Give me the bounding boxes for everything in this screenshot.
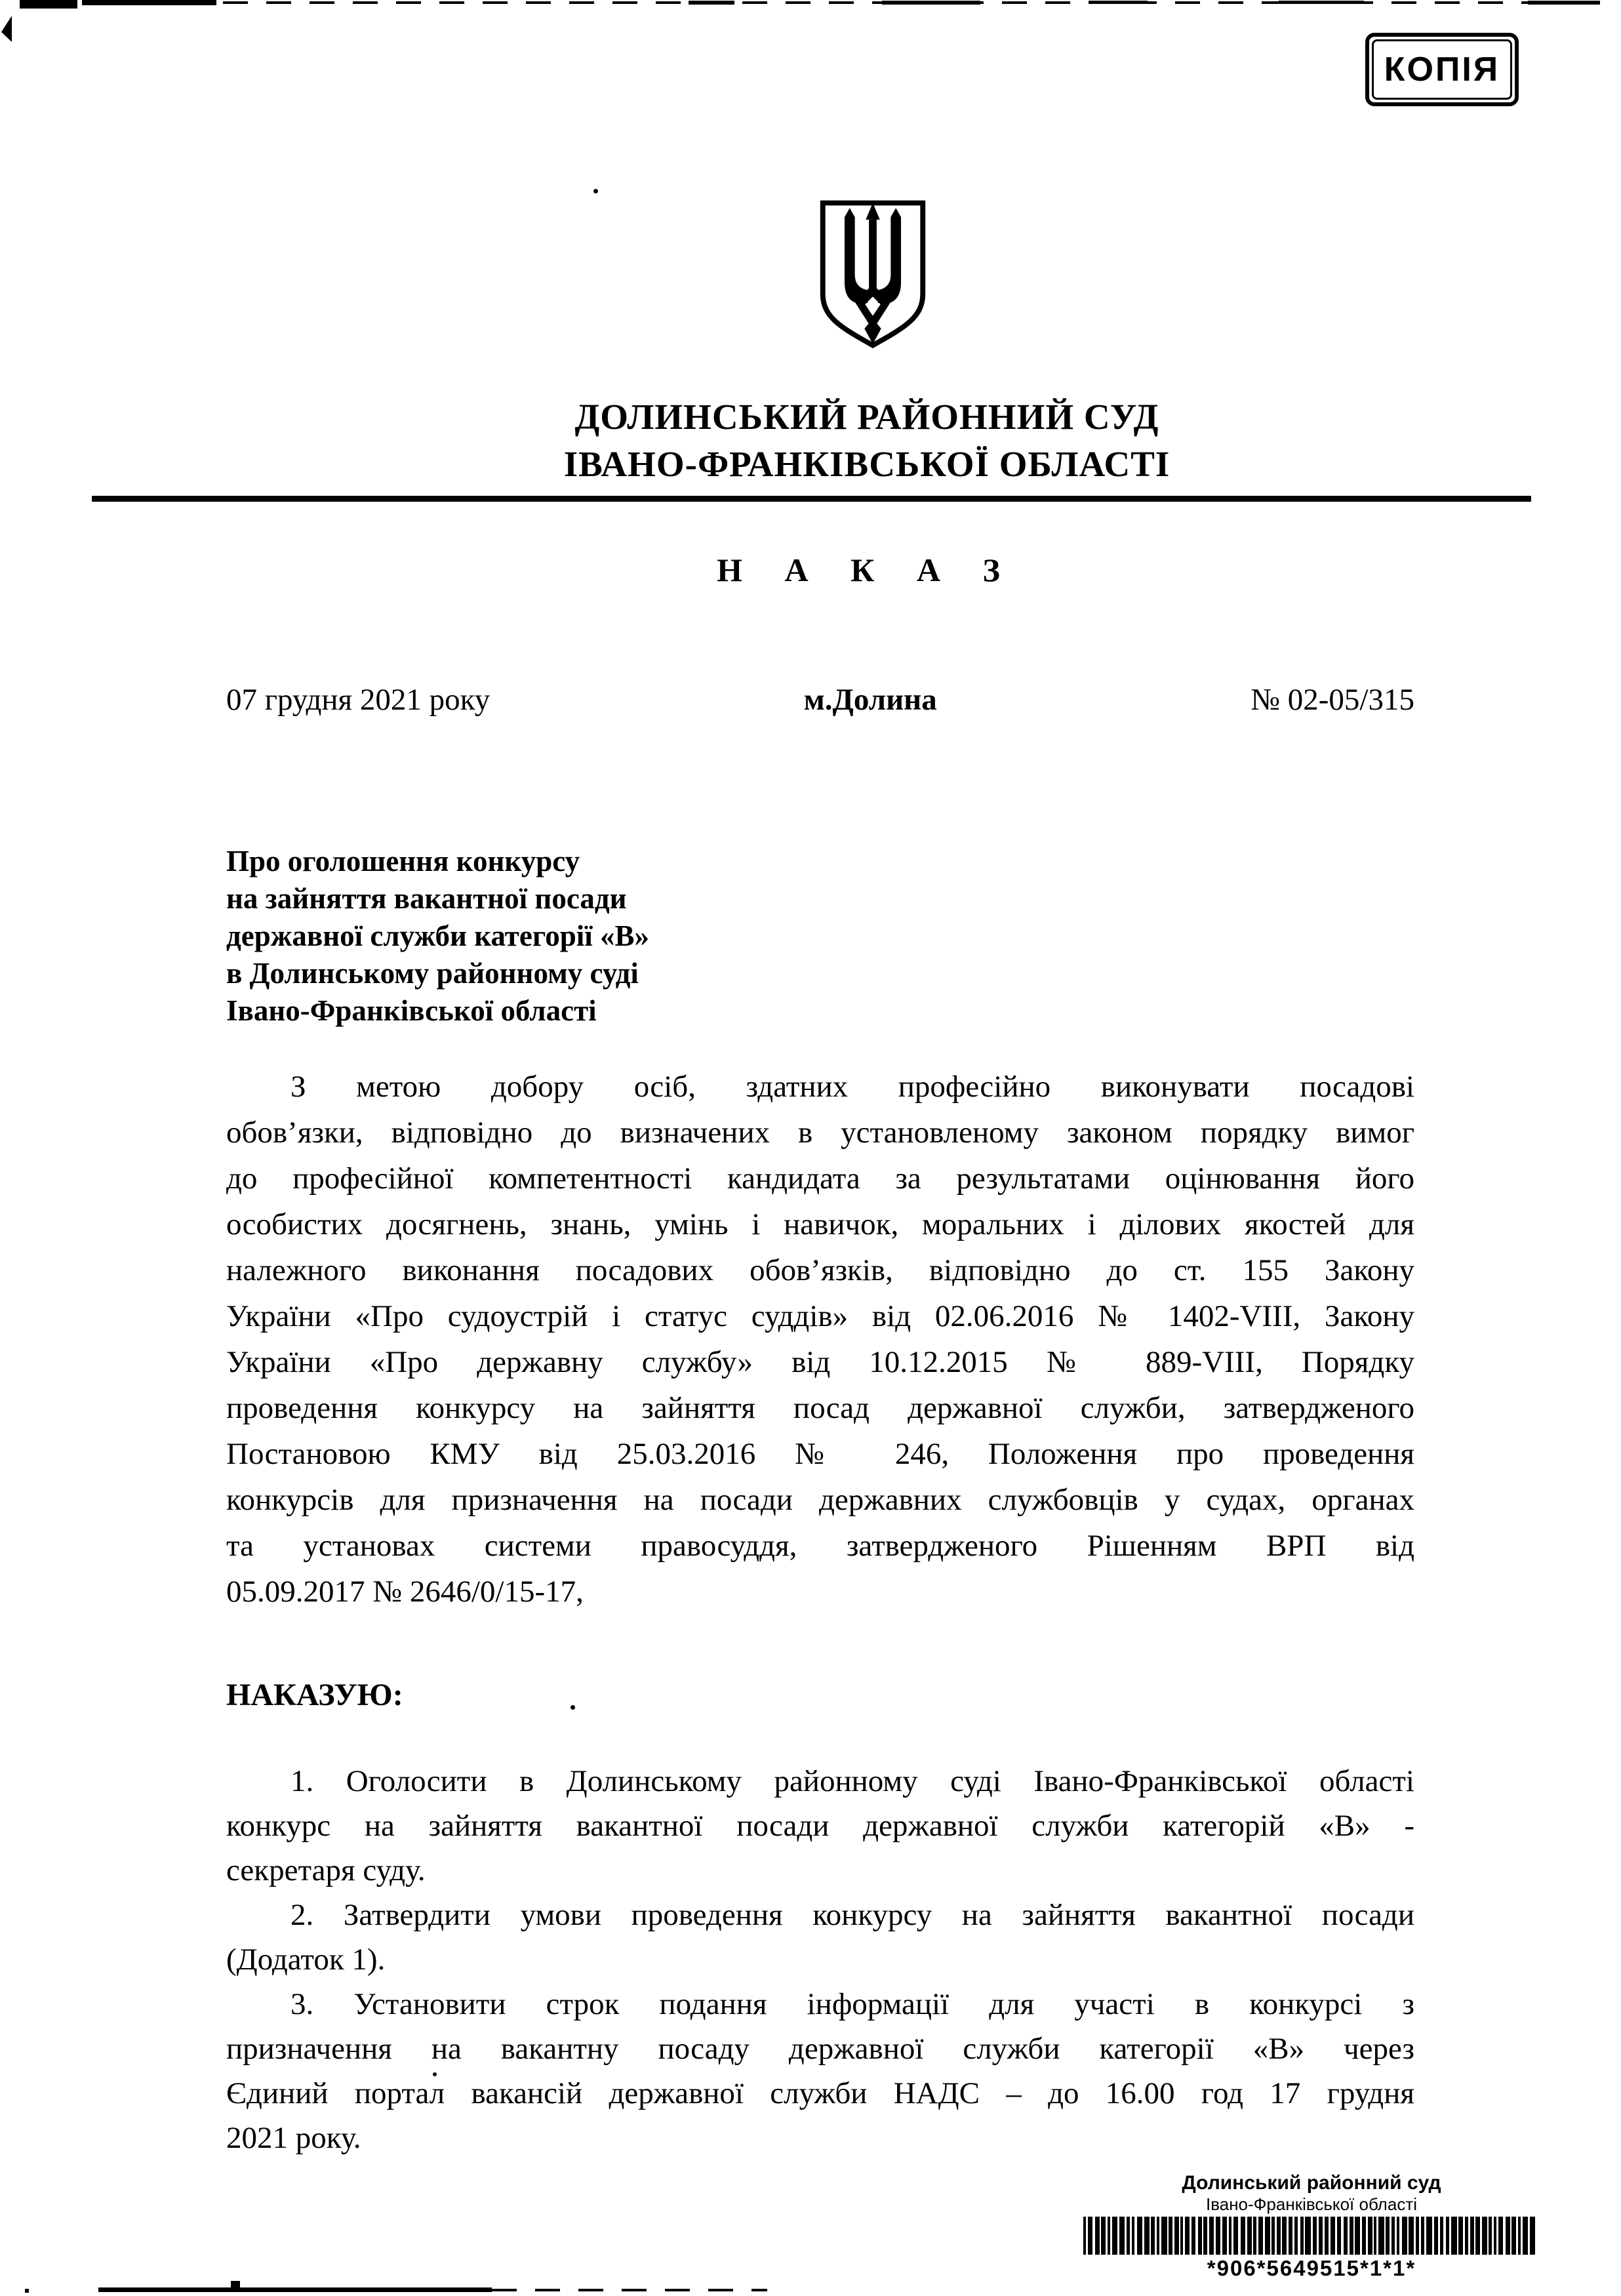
preamble-line: та установах системи правосуддя, затвердженого Рішенням ВРП від [226, 1529, 1414, 1563]
barcode-bar [1355, 2217, 1360, 2255]
barcode-bar [1378, 2217, 1384, 2255]
barcode-bar [1421, 2217, 1424, 2255]
item-line: Єдиний портал вакансій державної служби НАДС – до 16.00 год 17 грудня [226, 2076, 1414, 2110]
order-body [226, 682, 1414, 2160]
item-line: 2. Затвердити умови проведення конкурсу на зайняття вакантної посади [290, 1898, 1414, 1932]
barcode-bar [1108, 2217, 1110, 2255]
item-line: призначення на вакантну посаду державної служби категорії «В» через [226, 2032, 1414, 2066]
preamble-line: належного виконання посадових обов’язків, відповідно до ст. 155 Закону [226, 1253, 1414, 1287]
scan-artifact [82, 0, 216, 5]
preamble-line: конкурсів для призначення на посади державних службовців у судах, органах [226, 1483, 1414, 1517]
scan-artifact [1279, 1, 1364, 4]
barcode-bar [1191, 2217, 1195, 2255]
preamble-line: 05.09.2017 № 2646/0/15-17, [226, 1575, 584, 1609]
subject-line: Про оголошення конкурсу [226, 845, 580, 877]
barcode-bar [1277, 2217, 1281, 2255]
order-place: м.Долина [803, 683, 937, 717]
barcode-bar [1489, 2217, 1492, 2255]
order-items [226, 1759, 1414, 2160]
footer-court-line2: Івано-Франківської області [1205, 2194, 1418, 2214]
barcode-bar [1446, 2217, 1449, 2255]
barcode-bar [1482, 2217, 1487, 2255]
barcode-bar [1475, 2217, 1480, 2255]
scan-artifact [492, 2289, 767, 2291]
barcode-bar [1253, 2217, 1256, 2255]
barcode-bar [1137, 2217, 1142, 2255]
scan-artifact [1528, 1, 1600, 5]
barcode-bar [1222, 2217, 1227, 2255]
barcode-bar [1470, 2217, 1474, 2255]
order-preamble [226, 1064, 1414, 1615]
item-line: конкурс на зайняття вакантної посади державної служби категорій «В» - [226, 1809, 1414, 1843]
barcode-bar [1258, 2217, 1263, 2255]
scan-artifact [20, 0, 77, 9]
barcode-bar [1305, 2217, 1311, 2255]
court-name-line2: ІВАНО-ФРАНКІВСЬКОЇ ОБЛАСТІ [563, 444, 1171, 484]
barcode-bar [1265, 2217, 1270, 2255]
item-line: секретаря суду. [226, 1853, 426, 1887]
barcode-bar [1313, 2217, 1317, 2255]
copy-stamp-label: КОПІЯ [1372, 39, 1512, 100]
subject-line: Івано-Франківської області [226, 994, 597, 1027]
barcode-bar [1083, 2217, 1086, 2255]
preamble-line: З метою добору осіб, здатних професійно виконувати посадові [290, 1070, 1414, 1104]
order-item-3 [226, 1982, 1414, 2160]
item-line: 3. Установити строк подання інформації для участі в конкурсі з [290, 1987, 1414, 2021]
scan-artifact [25, 2289, 29, 2293]
resolve-heading: НАКАЗУЮ: [226, 1678, 403, 1712]
barcode-bar [1247, 2217, 1252, 2255]
preamble-line: обов’язки, відповідно до визначених в установленому законом порядку вимог [226, 1116, 1414, 1150]
barcode-bar [1506, 2217, 1510, 2255]
barcode-bar [1233, 2217, 1238, 2255]
item-line: 1. Оголосити в Долинському районному суді Івано-Франківської області [290, 1764, 1414, 1798]
order-date: 07 грудня 2021 року [226, 683, 490, 717]
barcode-bar [1391, 2217, 1395, 2255]
barcode-bar [1374, 2217, 1376, 2255]
barcode-bar [1180, 2217, 1183, 2255]
order-item-1 [226, 1759, 1414, 1893]
item-line: (Додаток 1). [226, 1943, 386, 1977]
court-header [273, 393, 1460, 488]
barcode-bar [1112, 2217, 1117, 2255]
barcode-bar [1216, 2217, 1220, 2255]
barcode-bar [1157, 2217, 1159, 2255]
barcode-bar [1440, 2217, 1443, 2255]
preamble-line: проведення конкурсу на зайняття посад державної служби, затвердженого [226, 1391, 1414, 1425]
barcode-bar [1174, 2217, 1179, 2255]
barcode-bar [1518, 2217, 1521, 2255]
header-divider [92, 496, 1531, 502]
barcode-bar [1416, 2217, 1419, 2255]
barcode-text: *906*5649515*1*1* [1207, 2256, 1416, 2280]
barcode-bar [1294, 2217, 1298, 2255]
barcode-bar [1511, 2217, 1516, 2255]
barcode-bar [1397, 2217, 1399, 2255]
order-subject [226, 843, 1414, 1030]
scan-artifact-dot [593, 189, 598, 193]
barcode-bar [1331, 2217, 1335, 2255]
subject-line: державної служби категорії «В» [226, 919, 649, 952]
subject-line: на зайняття вакантної посади [226, 882, 627, 915]
copy-stamp [1365, 33, 1519, 106]
barcode-bar [1337, 2217, 1341, 2255]
barcode-bar [1409, 2217, 1414, 2255]
barcode-bar [1350, 2217, 1353, 2255]
barcode-bar [1386, 2217, 1390, 2255]
barcode-bar [1144, 2217, 1150, 2255]
barcode-bar [1101, 2217, 1106, 2255]
scan-artifact [689, 1, 734, 5]
scan-artifact [98, 2287, 492, 2292]
barcode-bar [1368, 2217, 1372, 2255]
barcode-bar [1132, 2217, 1134, 2255]
scan-artifact [231, 2281, 240, 2291]
barcode-bar [1169, 2217, 1172, 2255]
preamble-line: України «Про судоустрій і статус суддів» від 02.06.2016 № 1402-VIII, Закону [226, 1299, 1414, 1333]
barcode-bar [1494, 2217, 1496, 2255]
ukraine-trident-emblem-icon [815, 194, 931, 355]
barcode-bar [1402, 2217, 1407, 2255]
order-number: № 02-05/315 [1251, 683, 1414, 717]
court-name-line1: ДОЛИНСЬКИЙ РАЙОННИЙ СУД [574, 397, 1159, 437]
subject-line: в Долинському районному суді [226, 957, 639, 990]
barcode [1082, 2217, 1541, 2255]
barcode-bar [1530, 2217, 1535, 2255]
footer-court-line1: Долинський районний суд [1182, 2172, 1441, 2194]
barcode-bar [1319, 2217, 1323, 2255]
order-title: Н А К А З [717, 552, 1017, 588]
preamble-line: Постановою КМУ від 25.03.2016 № 246, Положення про проведення [226, 1437, 1414, 1471]
barcode-bar [1095, 2217, 1100, 2255]
order-item-2 [226, 1893, 1414, 1982]
barcode-bar [1458, 2217, 1463, 2255]
barcode-bar [1498, 2217, 1503, 2255]
barcode-bar [1209, 2217, 1214, 2255]
barcode-bar [1151, 2217, 1155, 2255]
barcode-bar [1271, 2217, 1275, 2255]
preamble-line: до професійної компетентності кандидата за результатами оцінювання його [226, 1161, 1414, 1196]
item-line: 2021 року. [226, 2121, 361, 2155]
barcode-bar [1282, 2217, 1287, 2255]
barcode-bar [1161, 2217, 1167, 2255]
barcode-bar [1198, 2217, 1202, 2255]
date-row [226, 682, 1414, 721]
barcode-bar [1241, 2217, 1245, 2255]
barcode-bar [1451, 2217, 1457, 2255]
barcode-bar [1300, 2217, 1304, 2255]
scan-artifact [1089, 1, 1148, 4]
barcode-bar [1325, 2217, 1329, 2255]
barcode-bar [1344, 2217, 1348, 2255]
barcode-bar [1523, 2217, 1528, 2255]
barcode-bar [1465, 2217, 1468, 2255]
barcode-bar [1127, 2217, 1130, 2255]
barcode-bar [1088, 2217, 1092, 2255]
barcode-bar [1362, 2217, 1366, 2255]
preamble-line: особистих досягнень, знань, умінь і навичок, моральних і ділових якостей для [226, 1207, 1414, 1241]
barcode-bar [1119, 2217, 1125, 2255]
scan-artifact [882, 1, 980, 5]
barcode-bar [1185, 2217, 1190, 2255]
barcode-bar [1203, 2217, 1207, 2255]
scan-artifact-corner [1, 16, 12, 42]
preamble-line: України «Про державну службу» від 10.12.2015 № 889-VIII, Порядку [226, 1345, 1414, 1379]
barcode-bar [1426, 2217, 1432, 2255]
barcode-bar [1434, 2217, 1438, 2255]
registration-block [1082, 2172, 1541, 2281]
barcode-bar [1289, 2217, 1292, 2255]
barcode-bar [1229, 2217, 1231, 2255]
